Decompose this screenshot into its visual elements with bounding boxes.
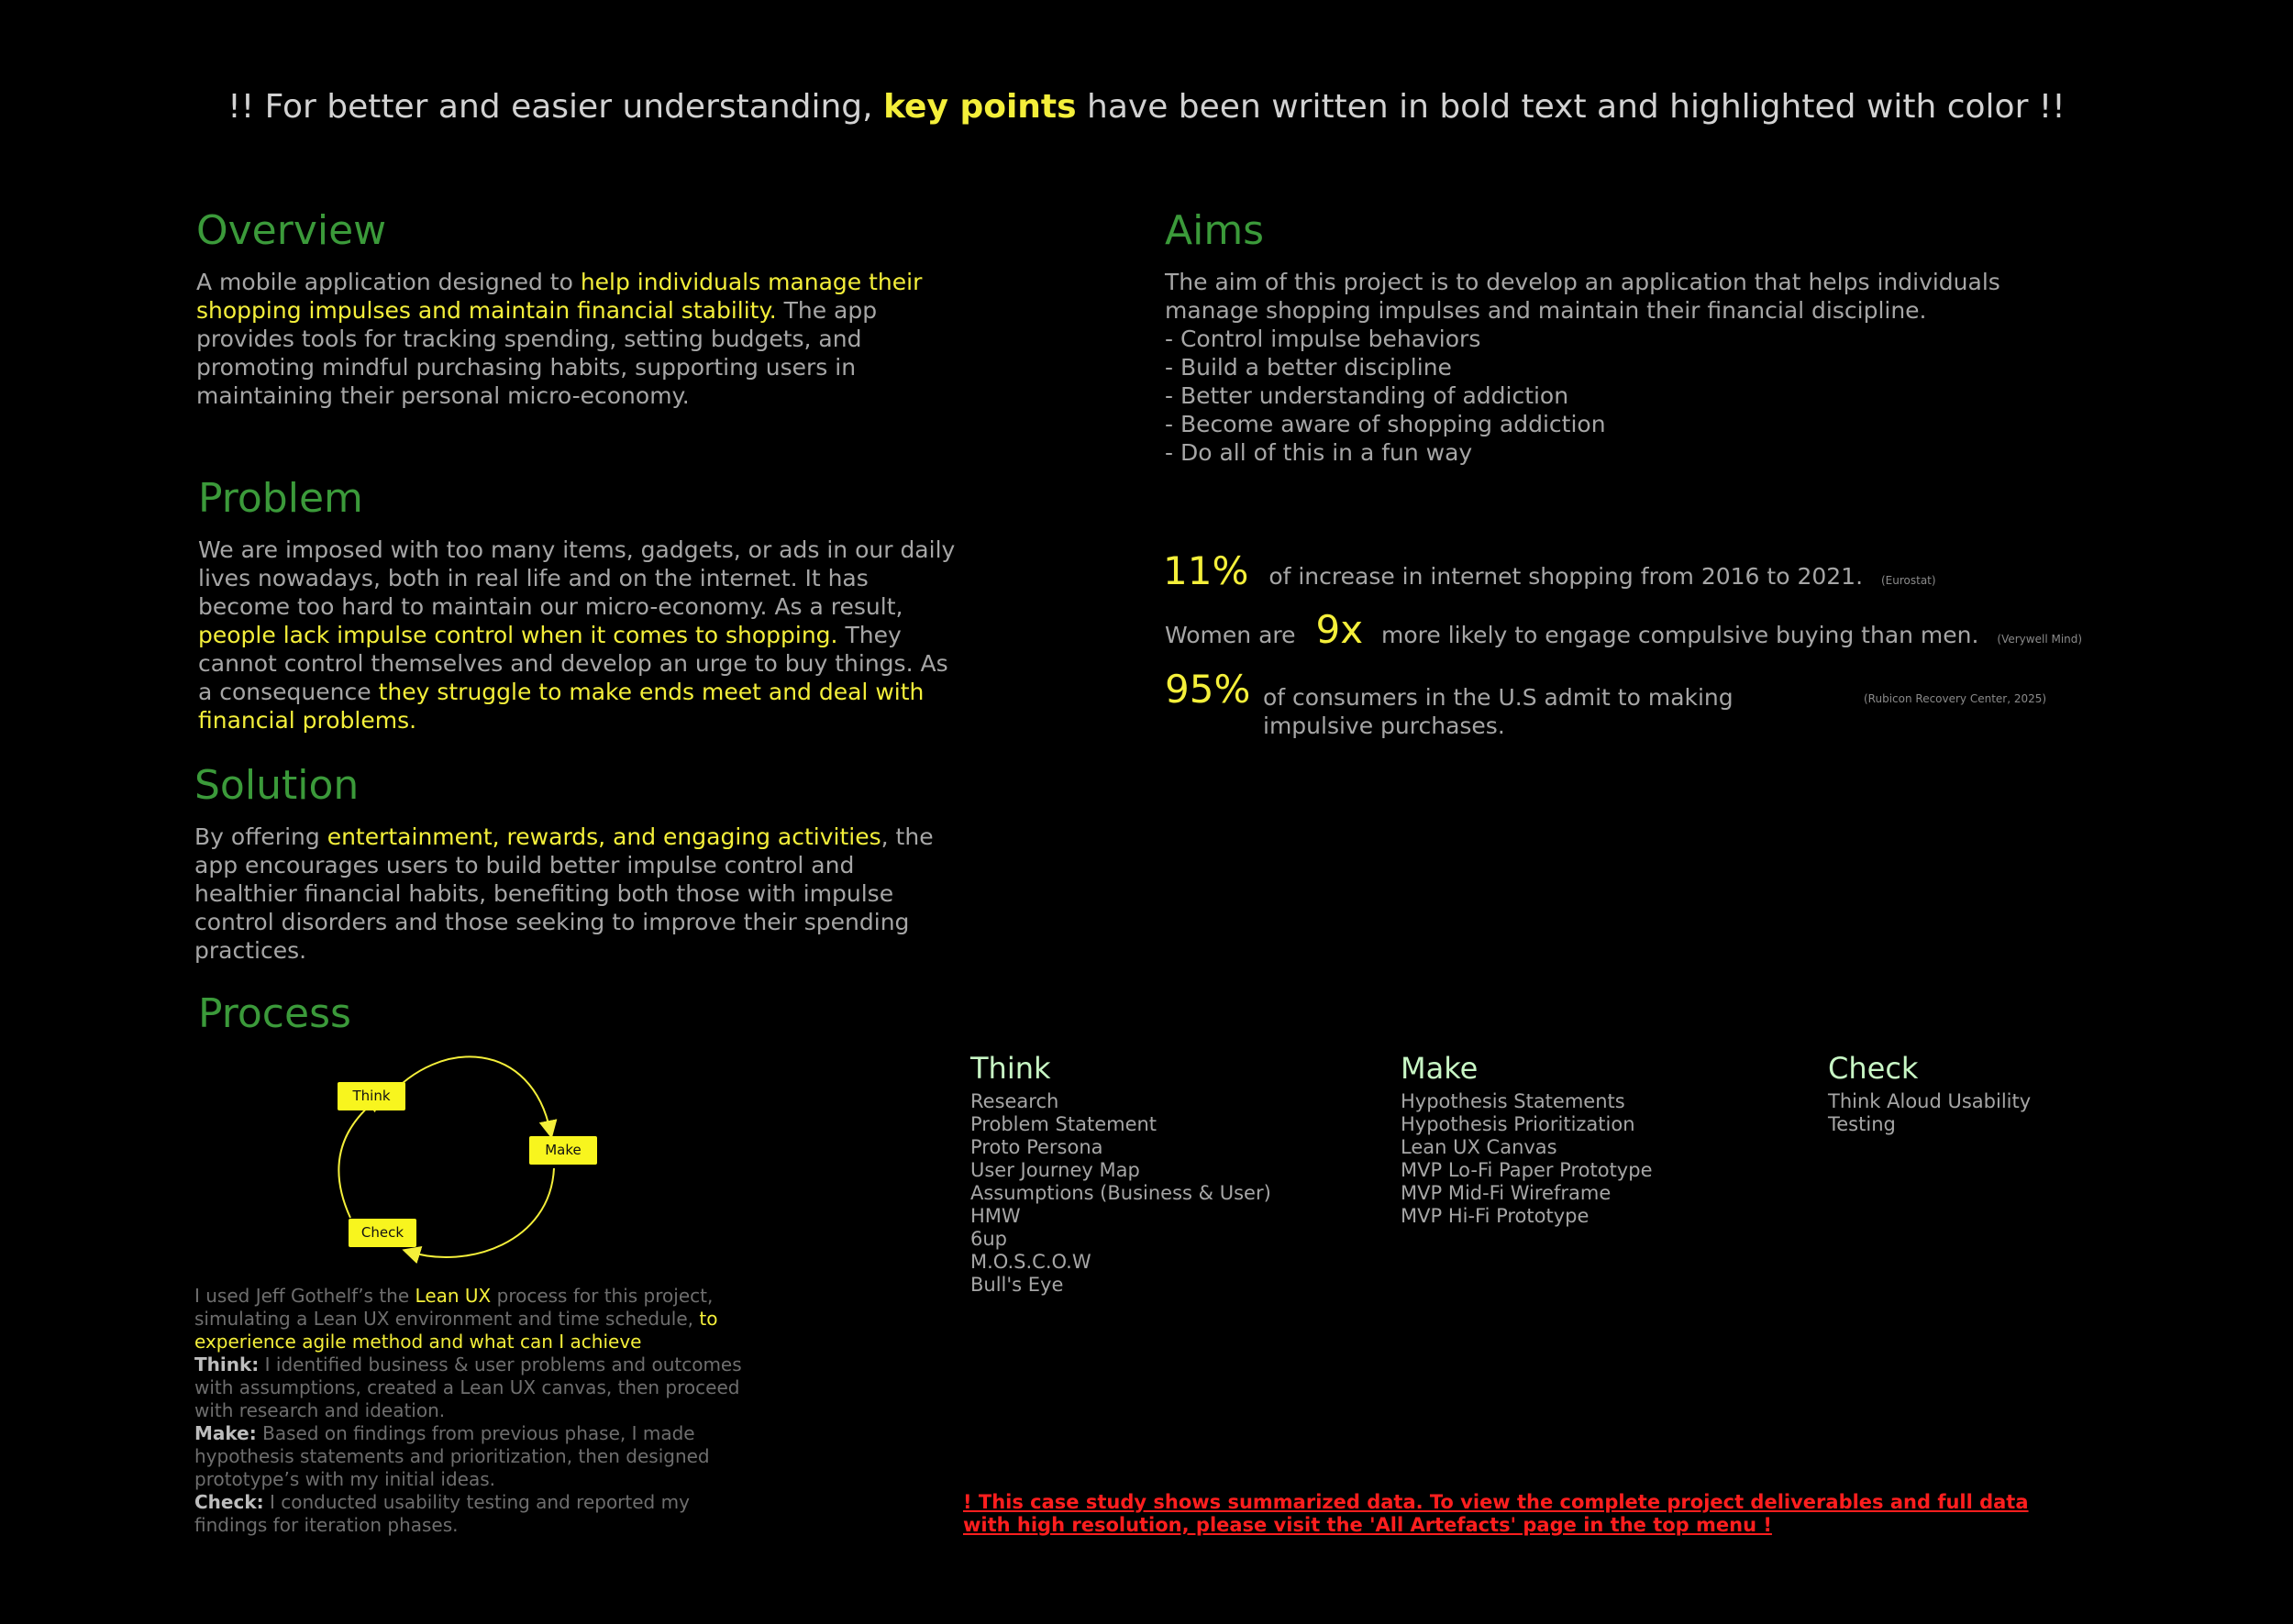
list-item: MVP Mid-Fi Wireframe: [1401, 1182, 1612, 1204]
process-column-think: [970, 1050, 1271, 1297]
problem-highlight-2: they struggle to make ends meet and deal with financial problems.: [198, 679, 925, 734]
lean-ux-highlight: Lean UX: [415, 1285, 492, 1307]
list-item: Research: [970, 1090, 1059, 1112]
column-title: Think: [970, 1051, 1051, 1086]
banner-key-points: key points: [883, 88, 1077, 126]
cycle-arrow-check-think: [338, 1099, 378, 1218]
stat-text: more likely to engage compulsive buying than men.: [1381, 622, 1979, 648]
list-item: 6up: [970, 1228, 1008, 1250]
process-column-check: [1828, 1050, 2031, 1136]
stat-prefix: Women are: [1165, 622, 1296, 648]
cycle-node-think: Think: [338, 1082, 405, 1110]
stat-compulsive-buying: [1165, 607, 2082, 652]
process-heading: Process: [198, 990, 351, 1037]
list-item: Assumptions (Business & User): [970, 1182, 1271, 1204]
aims-heading: Aims: [1165, 207, 1265, 254]
banner-text-end: have been written in bold text and highlighted with color !!: [1087, 88, 2066, 126]
aims-intro: The aim of this project is to develop an application that helps individuals manage shopping impulses and maintain their financial discipline.: [1165, 269, 2000, 324]
agile-highlight: to experience agile method and what can I achieve: [194, 1308, 718, 1353]
stat-value: 11%: [1163, 548, 1249, 593]
column-title: Check: [1828, 1051, 1919, 1086]
cycle-arrow-make-check: [409, 1168, 554, 1257]
aims-item: - Do all of this in a fun way: [1165, 439, 1473, 466]
overview-text: A mobile application designed to help individuals manage their shopping impulses and maintain financial stability. The app provides tools for tracking spending, setting budgets, and promoting mindful purchasing habits, supporting users in maintaining their personal micro-economy.: [196, 269, 923, 409]
list-item: Hypothesis Prioritization: [1401, 1113, 1635, 1135]
list-item: Proto Persona: [970, 1136, 1103, 1158]
list-item: HMW: [970, 1205, 1021, 1227]
overview-highlight: help individuals manage their shopping impulses and maintain financial stability.: [196, 269, 923, 324]
all-artefacts-notice: ! This case study shows summarized data. To view the complete project deliverables and full data with high resolution, please visit the 'All Artefacts' page in the top menu !: [963, 1491, 2029, 1536]
process-column-make: [1401, 1050, 1653, 1228]
key-points-banner: [0, 84, 2293, 130]
stat-source: (Eurostat): [1880, 574, 1936, 587]
stat-value: 9x: [1315, 607, 1364, 652]
list-item: Problem Statement: [970, 1113, 1158, 1135]
solution-heading: Solution: [194, 762, 360, 809]
problem-highlight-1: people lack impulse control when it comes to shopping.: [198, 622, 838, 648]
cycle-node-check: Check: [349, 1219, 416, 1247]
solution-text: By offering entertainment, rewards, and engaging activities, the app encourages users to build better impulse control and healthier financial habits, benefiting both those with impulse control disorders and those seeking to improve their spending practices.: [194, 823, 934, 964]
aims-item: - Become aware of shopping addiction: [1165, 411, 1606, 437]
list-item: MVP Lo-Fi Paper Prototype: [1401, 1159, 1653, 1181]
stat-internet-shopping: [1163, 548, 1936, 593]
stat-text: of increase in internet shopping from 2016 to 2021.: [1268, 563, 1864, 590]
cycle-node-make: Make: [529, 1136, 597, 1165]
list-item: Testing: [1828, 1113, 1896, 1135]
list-item: MVP Hi-Fi Prototype: [1401, 1205, 1590, 1227]
aims-item: - Better understanding of addiction: [1165, 382, 1569, 409]
stat-source: (Verywell Mind): [1997, 633, 2083, 646]
stat-value: 95%: [1165, 667, 1251, 712]
list-item: M.O.S.C.O.W: [970, 1251, 1091, 1273]
stat-text: of consumers in the U.S admit to making impulsive purchases.: [1263, 684, 1734, 739]
list-item: Bull's Eye: [970, 1274, 1064, 1296]
banner-text: !! For better and easier understanding,: [227, 88, 873, 126]
solution-highlight: entertainment, rewards, and engaging activities: [327, 823, 881, 850]
aims-item: - Control impulse behaviors: [1165, 326, 1481, 352]
aims-list: [1165, 325, 2100, 467]
process-description: I used Jeff Gothelf’s the Lean UX process for this project, simulating a Lean UX environment and time schedule, to experience agile method and what can I achieve Think: I identified business & user problems and outcomes with assumptions, created a Lean UX canvas, then proceed with research and ideation. Make: Based on findings from previous phase, I made hypothesis statements and prioritization, then designed prototype’s with my initial ideas. Check: I conducted usability testing and reported my findings for iteration phases.: [194, 1285, 742, 1536]
problem-text: We are imposed with too many items, gadgets, or ads in our daily lives nowadays, both in real life and on the internet. It has become too hard to maintain our micro-economy. As a result, people lack impulse control when it comes to shopping. They cannot control themselves and develop an urge to buy things. As a consequence they struggle to make ends meet and deal with financial problems.: [198, 536, 956, 734]
column-title: Make: [1401, 1051, 1479, 1086]
problem-heading: Problem: [198, 475, 363, 522]
list-item: User Journey Map: [970, 1159, 1140, 1181]
list-item: Hypothesis Statements: [1401, 1090, 1625, 1112]
stat-source: (Rubicon Recovery Center, 2025): [1864, 692, 2047, 705]
list-item: Lean UX Canvas: [1401, 1136, 1557, 1158]
aims-item: - Build a better discipline: [1165, 354, 1452, 381]
overview-heading: Overview: [196, 207, 387, 254]
list-item: Think Aloud Usability: [1828, 1090, 2032, 1112]
aims-text: [1165, 268, 2100, 467]
cycle-arrow-think-make: [387, 1056, 550, 1132]
